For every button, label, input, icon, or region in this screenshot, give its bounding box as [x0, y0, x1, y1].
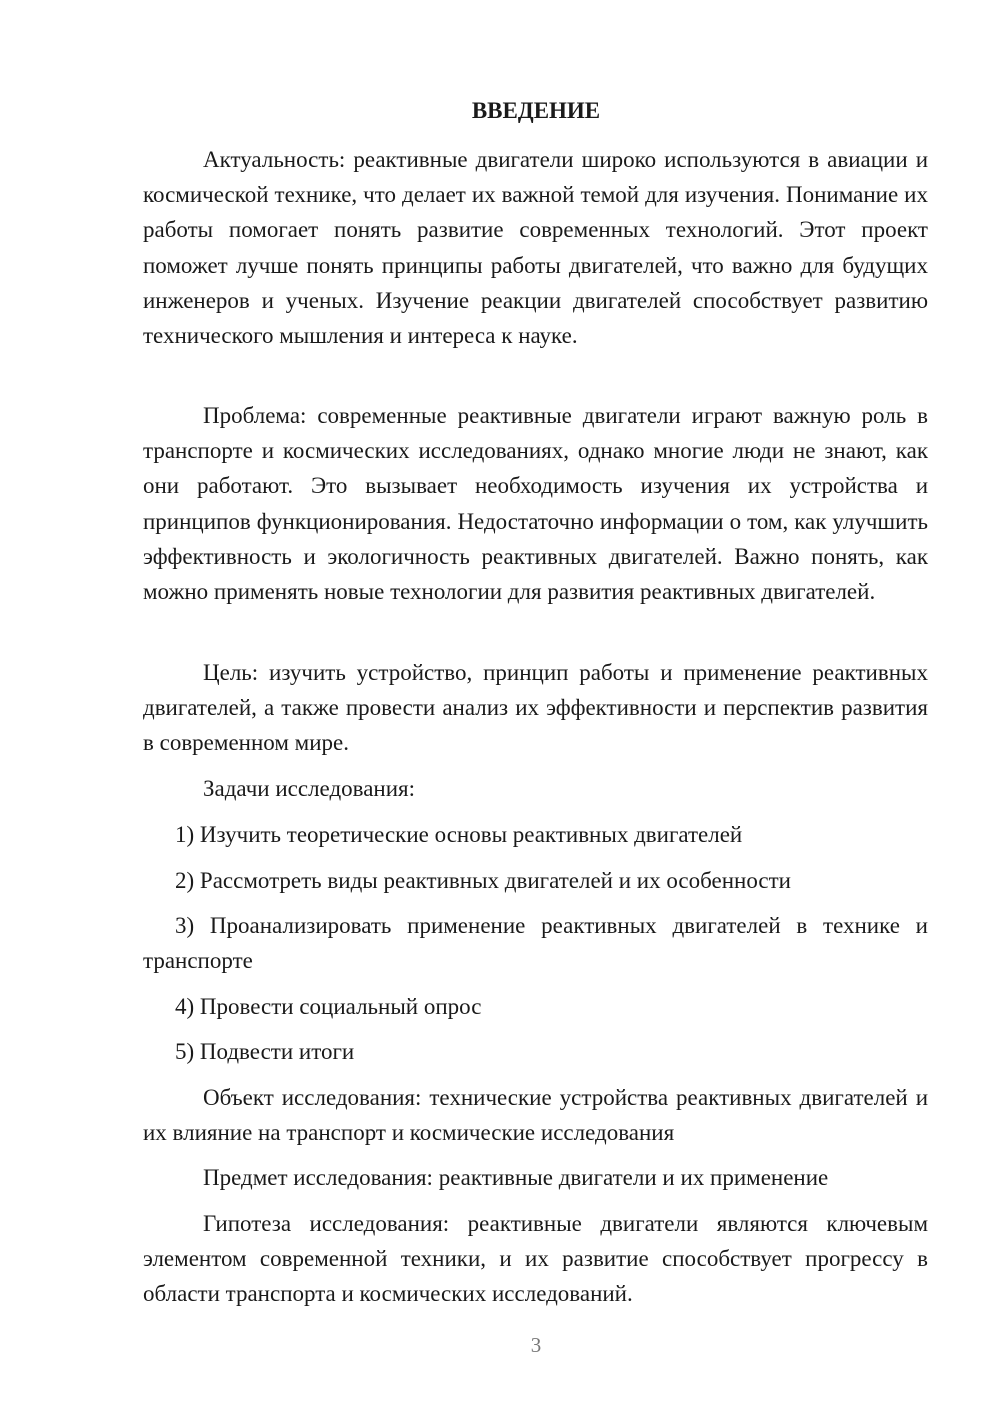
paragraph-problem: Проблема: современные реактивные двигатели играют важную роль в транспорте и космических исследованиях, однако многие люди не знают, как они работают. Это вызывает необходимость изучения их устройства и принципов функционирования. Недостаточно информации о том, как улучшить эффективность и экологичность реактивных двигателей. Важно понять, как можно применять новые технологии для развития реактивных двигателей.	[143, 403, 928, 605]
paragraph-relevance: Актуальность: реактивные двигатели широко используются в авиации и космической технике, что делает их важной темой для изучения. Понимание их работы помогает понять развитие современных технологий. Этот проект поможет лучше понять принципы работы двигателей, что важно для будущих инженеров и ученых. Изучение реакции двигателей способствует развитию технического мышления и интереса к науке.	[143, 147, 928, 349]
paragraph-subject: Предмет исследования: реактивные двигатели и их применение	[203, 1165, 829, 1190]
paragraph-tasks-heading: Задачи исследования:	[203, 776, 416, 801]
page-title: ВВЕДЕНИЕ	[471, 98, 601, 123]
list-item-task-5: 5) Подвести итоги	[175, 1039, 355, 1064]
list-item-task-1: 1) Изучить теоретические основы реактивных двигателей	[175, 822, 743, 847]
paragraph-object: Объект исследования: технические устройства реактивных двигателей и их влияние на транспорт и космические исследования	[143, 1085, 928, 1146]
list-item-task-3: 3) Проанализировать применение реактивных двигателей в технике и транспорте	[143, 913, 928, 974]
list-item-task-2: 2) Рассмотреть виды реактивных двигателей и их особенности	[175, 868, 791, 893]
paragraph-hypothesis: Гипотеза исследования: реактивные двигатели являются ключевым элементом современной техники, и их развитие способствует прогрессу в области транспорта и космических исследований.	[143, 1211, 928, 1307]
paragraph-goal: Цель: изучить устройство, принцип работы и применение реактивных двигателей, а также провести анализ их эффективности и перспектив развития в современном мире.	[143, 660, 928, 756]
page-number: 3	[530, 1333, 542, 1357]
list-item-task-4: 4) Провести социальный опрос	[175, 994, 482, 1019]
